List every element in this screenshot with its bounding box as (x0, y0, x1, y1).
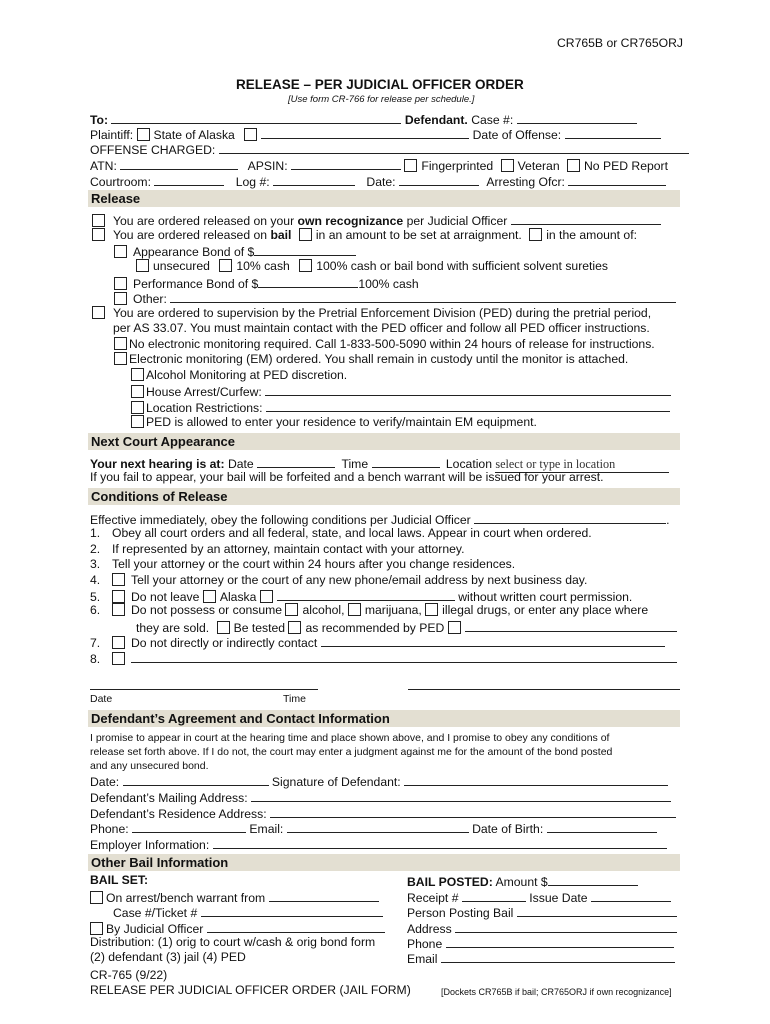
hundred-cash-label: 100% cash or bail bond with sufficient solvent sureties (316, 259, 608, 273)
bail-bold: bail (270, 228, 292, 242)
employer-label: Employer Information: (90, 838, 210, 852)
courtroom-label: Courtroom: (90, 175, 151, 189)
condition-1 (90, 526, 592, 541)
num-8: 8. (90, 652, 101, 666)
mailing-label: Defendant’s Mailing Address: (90, 791, 248, 805)
no-em-label: No electronic monitoring required. Call 1-833-500-5090 within 24 hours of release for instructions. (129, 337, 655, 351)
agreement-date-row (90, 773, 668, 790)
no-ped-checkbox[interactable] (567, 159, 580, 172)
marijuana-checkbox[interactable] (348, 603, 361, 616)
no-ped-label: No PED Report (584, 159, 668, 173)
judge-time-label: Time (283, 693, 306, 705)
fingerprinted-label: Fingerprinted (421, 159, 494, 173)
agreement-heading: Defendant’s Agreement and Contact Information (88, 710, 680, 727)
courtroom-row (90, 173, 666, 190)
hearing-label: Your next hearing is at: (90, 457, 225, 471)
appearance-bond-row (114, 243, 356, 260)
ped-allowed-label: PED is allowed to enter your residence to verify/maintain EM equipment. (146, 415, 537, 429)
issue-date-label: Issue Date (529, 891, 588, 905)
bail-text: You are ordered released on (113, 228, 268, 242)
condition-1-text: Obey all court orders and all federal, state, and local laws. Appear in court when ordered. (112, 526, 592, 540)
as-recommended-checkbox[interactable] (288, 621, 301, 634)
be-tested-checkbox[interactable] (217, 621, 230, 634)
bail-email-field[interactable] (441, 950, 675, 963)
arraignment-text: in an amount to be set at arraignment. (315, 228, 522, 242)
case-field[interactable] (517, 111, 637, 124)
hearing-time-label: Time (341, 457, 369, 471)
condition-7 (90, 634, 665, 651)
alcohol-checkbox[interactable] (285, 603, 298, 616)
to-label: To: (90, 113, 109, 127)
bail-set-label: BAIL SET: (90, 873, 149, 887)
condition-8-field[interactable] (131, 650, 677, 663)
atn-row (90, 157, 668, 174)
judge-date-label: Date (90, 693, 113, 705)
num-7: 7. (90, 636, 101, 650)
other-field[interactable] (170, 290, 676, 303)
agreement-date-label: Date: (90, 775, 120, 789)
on-arrest-label: On arrest/bench warrant from (106, 891, 266, 905)
appearance-bond-label: Appearance Bond of $ (133, 245, 255, 259)
num-4: 4. (90, 573, 101, 587)
condition-3-text: Tell your attorney or the court within 24 hours after you change residences. (112, 557, 516, 571)
marijuana-label: marijuana, (364, 603, 422, 617)
date-offense-label: Date of Offense: (472, 128, 562, 142)
other-plaintiff-checkbox[interactable] (244, 128, 257, 141)
condition-5-checkbox[interactable] (112, 590, 125, 603)
footer-form-name: RELEASE PER JUDICIAL OFFICER ORDER (JAIL FORM) (90, 983, 411, 997)
agreement-line-1: I promise to appear in court at the hearing time and place shown above, and I promise to obey any conditions of (90, 732, 610, 744)
ped-text-1: You are ordered to supervision by the Pretrial Enforcement Division (PED) during the pretrial period, (113, 306, 652, 320)
amount-of-checkbox[interactable] (529, 228, 542, 241)
conditions-heading: Conditions of Release (88, 488, 680, 505)
no-em-checkbox[interactable] (114, 337, 127, 350)
bail-phone-field[interactable] (446, 935, 674, 948)
courtroom-field[interactable] (154, 173, 224, 186)
person-posting-field[interactable] (517, 904, 677, 917)
num-3: 3. (90, 557, 101, 571)
page-title: RELEASE – PER JUDICIAL OFFICER ORDER (236, 77, 524, 92)
testing-other-checkbox[interactable] (448, 621, 461, 634)
alcohol-row (131, 368, 347, 383)
location-restrictions-field[interactable] (266, 399, 670, 412)
condition-8-checkbox[interactable] (112, 652, 125, 665)
alaska-label: Alaska (219, 590, 257, 604)
email-label: Email: (249, 822, 284, 836)
location-restrictions-label: Location Restrictions: (146, 401, 263, 415)
condition-4 (90, 573, 587, 588)
location-restrictions-row (131, 399, 670, 416)
date-field[interactable] (399, 173, 479, 186)
address-label: Address (407, 922, 452, 936)
case-ticket-field[interactable] (201, 904, 383, 917)
num-1: 1. (90, 526, 101, 540)
veteran-label: Veteran (517, 159, 560, 173)
ped-allowed-checkbox[interactable] (131, 415, 144, 428)
date-label: Date: (366, 175, 396, 189)
appearance-bond-checkbox[interactable] (114, 245, 127, 258)
performance-bond-field[interactable] (258, 275, 358, 288)
agreement-line-3: and any unsecured bond. (90, 760, 209, 772)
own-rec-text: You are ordered released on your (113, 214, 295, 228)
mailing-field[interactable] (251, 789, 671, 802)
employer-field[interactable] (213, 836, 667, 849)
num-2: 2. (90, 542, 101, 556)
on-arrest-checkbox[interactable] (90, 891, 103, 904)
conditions-intro: Effective immediately, obey the following conditions per Judicial Officer (90, 513, 471, 527)
other-row (114, 290, 676, 307)
em-label: Electronic monitoring (EM) ordered. You shall remain in custody until the monitor is attached. (129, 352, 629, 366)
bail-posted-label: BAIL POSTED: (407, 875, 493, 889)
em-checkbox[interactable] (114, 352, 127, 365)
location-restrictions-checkbox[interactable] (131, 401, 144, 414)
release-heading: Release (88, 190, 680, 207)
own-rec-row (92, 212, 661, 229)
be-tested-label: Be tested (233, 621, 286, 635)
illegal-drugs-label: illegal drugs, or enter any place where (442, 603, 649, 617)
unsecured-checkbox[interactable] (136, 259, 149, 272)
arraignment-checkbox[interactable] (299, 228, 312, 241)
condition-4-checkbox[interactable] (112, 573, 125, 586)
defendant-signature-field[interactable] (404, 773, 668, 786)
alcohol-monitoring-checkbox[interactable] (131, 368, 144, 381)
form-number: CR765B or CR765ORJ (557, 36, 683, 50)
apsin-field[interactable] (291, 157, 401, 170)
own-rec-officer-field[interactable] (511, 212, 661, 225)
by-judicial-checkbox[interactable] (90, 922, 103, 935)
condition-2-text: If represented by an attorney, maintain contact with your attorney. (112, 542, 465, 556)
bail-email-row (407, 950, 675, 967)
conditions-officer-field[interactable] (474, 511, 666, 524)
case-ticket-label: Case #/Ticket # (113, 906, 198, 920)
ten-cash-checkbox[interactable] (219, 259, 232, 272)
fingerprinted-checkbox[interactable] (404, 159, 417, 172)
conditions-intro-row: Effective immediately, obey the following conditions per Judicial Officer . (90, 513, 670, 527)
plaintiff-label: Plaintiff: (90, 128, 134, 142)
amount-label: Amount $ (495, 875, 548, 889)
fail-to-appear-warning: If you fail to appear, your bail will be forfeited and a bench warrant will be issued for your arrest. (90, 470, 604, 484)
illegal-drugs-checkbox[interactable] (425, 603, 438, 616)
house-arrest-row (131, 383, 671, 400)
condition-2 (90, 542, 465, 557)
by-judicial-label: By Judicial Officer (106, 922, 204, 936)
amount-field[interactable] (548, 873, 638, 886)
mailing-row (90, 789, 671, 806)
phone-label: Phone: (90, 822, 129, 836)
condition-7-checkbox[interactable] (112, 636, 125, 649)
condition-8 (90, 650, 677, 667)
num-6: 6. (90, 603, 101, 617)
person-posting-row (407, 904, 677, 921)
address-field[interactable] (455, 920, 677, 933)
condition-7-text: Do not directly or indirectly contact (131, 636, 318, 650)
hearing-location-label: Location (445, 457, 492, 471)
judge-signature-line[interactable] (408, 689, 680, 690)
as-recommended-label: as recommended by PED (305, 621, 445, 635)
alcohol-label: alcohol, (302, 603, 345, 617)
to-field[interactable] (111, 111, 401, 124)
case-ticket-row (113, 904, 383, 921)
hundred-cash-checkbox[interactable] (299, 259, 312, 272)
defendant-signature-label: Signature of Defendant: (271, 775, 401, 789)
dob-label: Date of Birth: (472, 822, 544, 836)
condition-3 (90, 557, 515, 572)
performance-bond-label: Performance Bond of $ (133, 277, 259, 291)
on-arrest-field[interactable] (269, 889, 379, 902)
hearing-date-label: Date (227, 457, 254, 471)
bail-phone-label: Phone (407, 937, 443, 951)
bail-checkbox[interactable] (92, 228, 105, 241)
other-plaintiff-field[interactable] (261, 126, 469, 139)
bail-row (92, 228, 637, 243)
own-rec-checkbox[interactable] (92, 214, 105, 227)
log-label: Log #: (235, 175, 270, 189)
own-rec-bold: own recognizance (297, 214, 404, 228)
by-judicial-field[interactable] (207, 920, 385, 933)
distribution-line-1: Distribution: (1) orig to court w/cash & orig bond form (90, 935, 376, 949)
receipt-label: Receipt # (407, 891, 459, 905)
arresting-field[interactable] (568, 173, 666, 186)
date-offense-field[interactable] (565, 126, 661, 139)
bail-email-label: Email (407, 952, 438, 966)
ten-cash-label: 10% cash (236, 259, 290, 273)
em-row (114, 352, 628, 367)
sold-text: they are sold. (136, 621, 210, 635)
offense-row (90, 141, 689, 158)
employer-row (90, 836, 667, 853)
hearing-time-field[interactable] (372, 455, 440, 468)
no-contact-field[interactable] (321, 634, 665, 647)
num-5: 5. (90, 590, 101, 604)
issue-date-field[interactable] (591, 889, 671, 902)
hearing-date-field[interactable] (257, 455, 335, 468)
unsecured-label: unsecured (153, 259, 210, 273)
veteran-checkbox[interactable] (501, 159, 514, 172)
condition-6 (90, 603, 648, 618)
dob-field[interactable] (547, 820, 657, 833)
own-rec-post: per Judicial Officer (406, 214, 508, 228)
appearance-bond-field[interactable] (254, 243, 356, 256)
ped-checkbox[interactable] (92, 306, 105, 319)
performance-bond-checkbox[interactable] (114, 277, 127, 290)
bail-posted-row (407, 873, 638, 890)
perf-hundred-label: 100% cash (358, 277, 419, 291)
arresting-label: Arresting Ofcr: (486, 175, 565, 189)
bond-type-row (136, 259, 608, 274)
ped-row (92, 306, 651, 321)
email-field[interactable] (287, 820, 469, 833)
other-area-checkbox[interactable] (260, 590, 273, 603)
footer-dockets: [Dockets CR765B if bail; CR765ORJ if own recognizance] (441, 987, 672, 997)
condition-5-tail: without written court permission. (458, 590, 633, 604)
next-court-heading: Next Court Appearance (88, 433, 680, 450)
offense-label: OFFENSE CHARGED: (90, 143, 216, 157)
phone-field[interactable] (132, 820, 246, 833)
apsin-label: APSIN: (247, 159, 288, 173)
condition-5-text: Do not leave (131, 590, 200, 604)
alaska-checkbox[interactable] (203, 590, 216, 603)
receipt-field[interactable] (462, 889, 526, 902)
judge-date-line[interactable] (90, 689, 318, 690)
residence-label: Defendant’s Residence Address: (90, 807, 267, 821)
case-label: Case #: (471, 113, 514, 127)
page-subtitle: [Use form CR-766 for release per schedule.] (288, 94, 475, 105)
location-placeholder: select or type in location (495, 457, 616, 471)
atn-label: ATN: (90, 159, 117, 173)
ped-text-2: per AS 33.07. You must maintain contact with the PED officer and follow all PED officer instructions. (113, 321, 650, 335)
condition-4-text: Tell your attorney or the court of any new phone/email address by next business day. (131, 573, 588, 587)
state-checkbox[interactable] (137, 128, 150, 141)
state-label: State of Alaska (153, 128, 235, 142)
atn-field[interactable] (120, 157, 238, 170)
house-arrest-field[interactable] (265, 383, 671, 396)
no-em-row (114, 337, 655, 352)
other-label: Other: (133, 292, 167, 306)
amount-of-text: in the amount of: (546, 228, 637, 242)
house-arrest-checkbox[interactable] (131, 385, 144, 398)
footer-form-code: CR-765 (9/22) (90, 968, 168, 982)
condition-6-checkbox[interactable] (112, 603, 125, 616)
testing-other-field[interactable] (465, 619, 677, 632)
alcohol-monitoring-label: Alcohol Monitoring at PED discretion. (146, 368, 348, 382)
defendant-label: Defendant. (404, 113, 468, 127)
other-bail-heading: Other Bail Information (88, 854, 680, 871)
condition-6-text: Do not possess or consume (131, 603, 283, 617)
agreement-date-field[interactable] (123, 773, 269, 786)
residence-field[interactable] (270, 805, 676, 818)
person-posting-label: Person Posting Bail (407, 906, 514, 920)
log-field[interactable] (273, 173, 355, 186)
agreement-line-2: release set forth above. If I do not, the court may enter a judgment against me for the amount of the bond posted (90, 746, 613, 758)
other-checkbox[interactable] (114, 292, 127, 305)
ped-allowed-row (131, 415, 537, 430)
other-area-field[interactable] (277, 588, 455, 601)
house-arrest-label: House Arrest/Curfew: (146, 385, 262, 399)
offense-field[interactable] (219, 141, 689, 154)
phone-row (90, 820, 657, 837)
distribution-line-2: (2) defendant (3) jail (4) PED (90, 950, 246, 964)
